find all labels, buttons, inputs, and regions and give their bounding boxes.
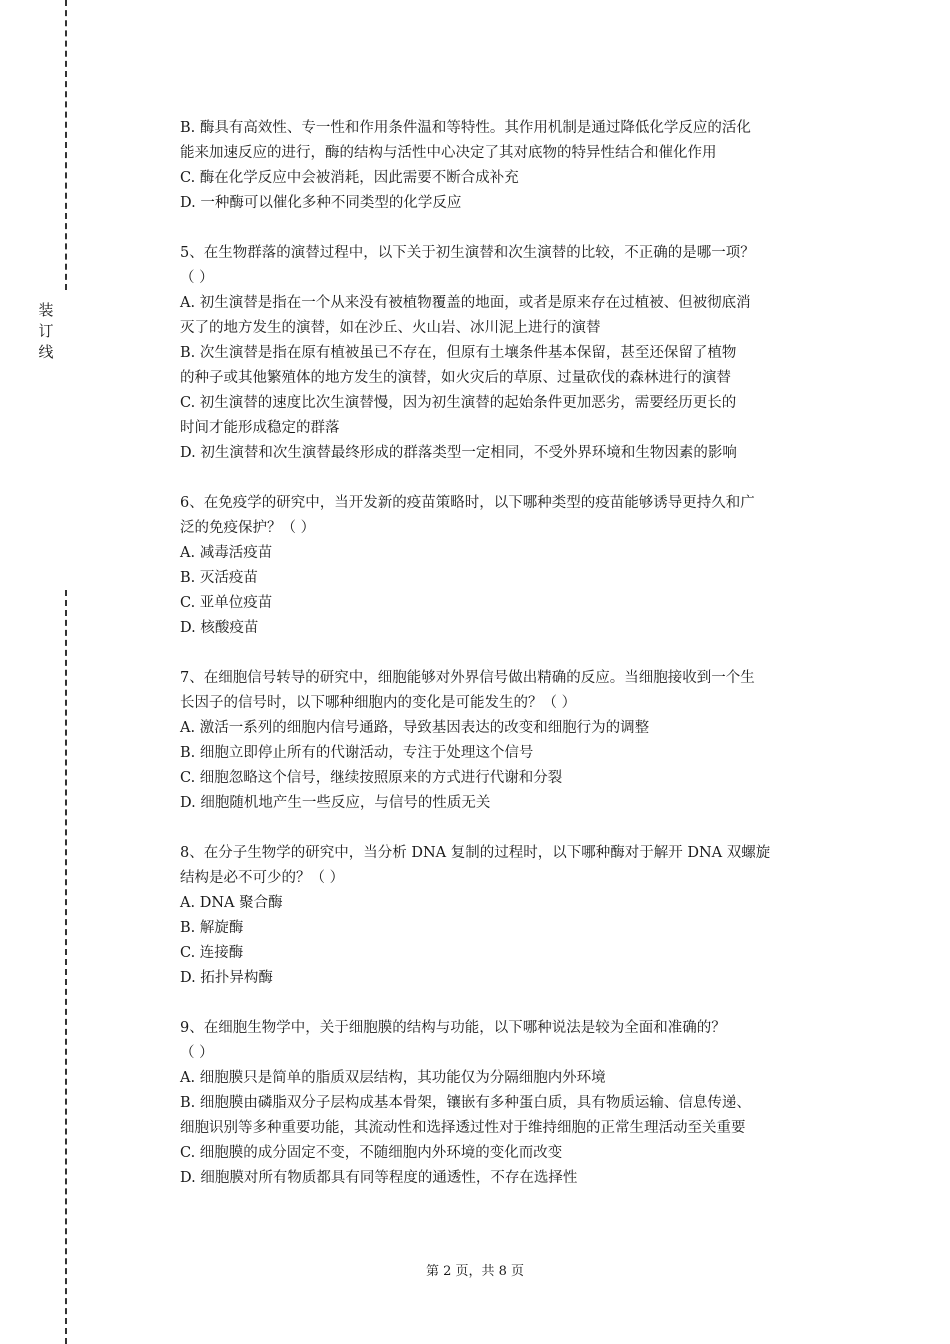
option-line: B. 细胞立即停止所有的代谢活动，专注于处理这个信号 (180, 745, 534, 761)
option-line: C. 连接酶 (180, 945, 244, 961)
question-text: 结构是必不可少的？（ ） (180, 870, 345, 886)
binding-char: 订 (38, 322, 54, 340)
option-line: 灭了的地方发生的演替，如在沙丘、火山岩、冰川泥上进行的演替 (180, 320, 601, 336)
question-6 (180, 491, 840, 641)
question-8 (180, 841, 840, 991)
option-line: A. 细胞膜只是简单的脂质双层结构，其功能仅为分隔细胞内外环境 (180, 1070, 606, 1086)
question-text: 5、在生物群落的演替过程中，以下关于初生演替和次生演替的比较，不正确的是哪一项？ (180, 245, 755, 261)
answer-blank: （ ） (180, 270, 214, 286)
option-line: D. 拓扑异构酶 (180, 970, 273, 986)
question-9 (180, 1016, 840, 1191)
option-line: B. 次生演替是指在原有植被虽已不存在，但原有土壤条件基本保留，甚至还保留了植物 (180, 345, 737, 361)
option-line: D. 细胞随机地产生一些反应，与信号的性质无关 (180, 795, 491, 811)
option-line: D. 细胞膜对所有物质都具有同等程度的通透性，不存在选择性 (180, 1170, 578, 1186)
binding-char: 线 (38, 343, 54, 361)
option-line: D. 初生演替和次生演替最终形成的群落类型一定相同，不受外界环境和生物因素的影响 (180, 445, 737, 461)
binding-dashed-line-top (65, 0, 67, 290)
question-text: 长因子的信号时，以下哪种细胞内的变化是可能发生的？（ ） (180, 695, 577, 711)
binding-dashed-line-bottom (65, 590, 67, 1344)
option-line: A. 初生演替是指在一个从来没有被植物覆盖的地面，或者是原来存在过植被、但被彻底消 (180, 295, 751, 311)
question-7 (180, 666, 840, 816)
option-line: 能来加速反应的进行，酶的结构与活性中心决定了其对底物的特异性结合和催化作用 (180, 145, 717, 161)
option-line: C. 酶在化学反应中会被消耗，因此需要不断合成补充 (180, 170, 519, 186)
option-line: D. 一种酶可以催化多种不同类型的化学反应 (180, 195, 462, 211)
question-text: 6、在免疫学的研究中，当开发新的疫苗策略时，以下哪种类型的疫苗能够诱导更持久和广 (180, 495, 755, 511)
option-line: B. 解旋酶 (180, 920, 244, 936)
option-line: C. 初生演替的速度比次生演替慢，因为初生演替的起始条件更加恶劣，需要经历更长的 (180, 395, 737, 411)
option-line: 细胞识别等多种重要功能，其流动性和选择透过性对于维持细胞的正常生理活动至关重要 (180, 1120, 746, 1136)
option-line: 时间才能形成稳定的群落 (180, 420, 340, 436)
question-text: 7、在细胞信号转导的研究中，细胞能够对外界信号做出精确的反应。当细胞接收到一个生 (180, 670, 755, 686)
option-line: A. 减毒活疫苗 (180, 545, 273, 561)
binding-label (36, 300, 56, 363)
option-line: A. 激活一系列的细胞内信号通路，导致基因表达的改变和细胞行为的调整 (180, 720, 650, 736)
page-footer: 第 2 页，共 8 页 (425, 1264, 525, 1279)
previous-question-options (180, 116, 840, 216)
option-line: B. 灭活疫苗 (180, 570, 258, 586)
question-content (180, 116, 840, 1191)
question-text: 泛的免疫保护？（ ） (180, 520, 316, 536)
binding-char: 装 (38, 301, 54, 319)
option-line: D. 核酸疫苗 (180, 620, 259, 636)
option-line: C. 细胞膜的成分固定不变，不随细胞内外环境的变化而改变 (180, 1145, 563, 1161)
option-line: A. DNA 聚合酶 (180, 895, 283, 911)
answer-blank: （ ） (180, 1045, 214, 1061)
question-text: 8、在分子生物学的研究中，当分析 DNA 复制的过程时，以下哪种酶对于解开 DNA 双螺旋 (180, 845, 771, 861)
option-line: 的种子或其他繁殖体的地方发生的演替，如火灾后的草原、过量砍伐的森林进行的演替 (180, 370, 731, 386)
option-line: B. 细胞膜由磷脂双分子层构成基本骨架，镶嵌有多种蛋白质，具有物质运输、信息传递、 (180, 1095, 751, 1111)
question-5 (180, 241, 840, 466)
question-text: 9、在细胞生物学中，关于细胞膜的结构与功能，以下哪种说法是较为全面和准确的？ (180, 1020, 726, 1036)
option-line: C. 亚单位疫苗 (180, 595, 273, 611)
option-line: B. 酶具有高效性、专一性和作用条件温和等特性。其作用机制是通过降低化学反应的活化 (180, 120, 751, 136)
option-line: C. 细胞忽略这个信号，继续按照原来的方式进行代谢和分裂 (180, 770, 563, 786)
